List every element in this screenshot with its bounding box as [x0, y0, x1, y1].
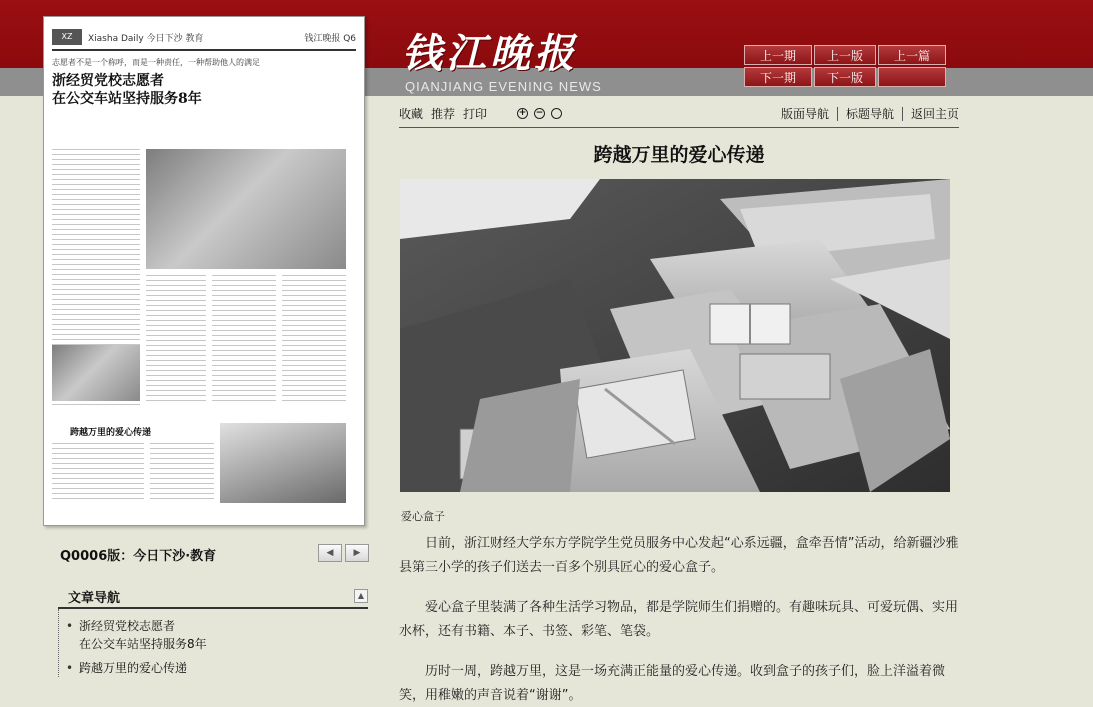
page-pager [318, 544, 369, 562]
newspaper-logo[interactable]: 钱江晚报 [402, 30, 578, 77]
thumbnail-headline-line1: 浙经贸党校志愿者 [52, 73, 164, 89]
thumbnail-headline-line2: 在公交车站坚持服务8年 [52, 91, 202, 107]
next-article-button-disabled [878, 67, 946, 87]
thumbnail-text-block [282, 275, 346, 405]
toc-item-line: 在公交车站坚持服务8年 [79, 637, 207, 651]
love-boxes-photo [400, 179, 950, 492]
thumbnail-subhead: 志愿者不是一个称呼，而是一种责任，一种帮助他人的满足 [52, 58, 260, 67]
triangle-left-icon[interactable]: ◀ [318, 544, 342, 562]
thumbnail-text-block [212, 275, 276, 405]
article-paragraph: 爱心盒子里装满了各种生活学习物品，都是学院师生们捐赠的。有趣味玩具、可爱玩偶、实用水杯，还有书籍、本子、书签、彩笔、笔袋。 [399, 600, 959, 639]
thumbnail-photo-boxes [220, 423, 346, 503]
layout-nav-link[interactable]: 版面导航 [780, 107, 829, 121]
thumbnail-masthead [52, 25, 356, 51]
thumbnail-text-block [52, 443, 144, 499]
recommend-link[interactable]: 推荐 [431, 107, 456, 121]
thumbnail-body [52, 113, 356, 513]
thumbnail-logo: XZ [52, 29, 82, 45]
issue-navigation [744, 45, 944, 87]
article-navigation [58, 585, 368, 683]
article-paragraph: 日前，浙江财经大学东方学院学生党员服务中心发起“心系远疆，盒牵吾情”活动，给新疆沙雅县第三小学的孩子们送去一百多个别具匠心的爱心盒子。 [399, 536, 959, 575]
thumbnail-headline-2[interactable]: 跨越万里的爱心传递 [70, 428, 152, 438]
photo-caption: 爱心盒子 [401, 510, 445, 523]
newspaper-logo-english: QIANJIANG EVENING NEWS [405, 79, 602, 94]
next-page-button[interactable]: 下一版 [814, 67, 876, 87]
prev-article-button[interactable]: 上一篇 [878, 45, 946, 65]
thumbnail-masthead-right: 钱江晚报 Q6 [304, 33, 356, 44]
article-paragraph: 历时一周，跨越万里，这是一场充满正能量的爱心传递。收到盒子的孩子们，脸上洋溢着微笑，用稚嫩的声音说着“谢谢”。 [399, 664, 946, 703]
title-nav-link[interactable]: 标题导航 [845, 107, 894, 121]
article-photo [400, 179, 950, 492]
toc-item-line: • 浙经贸党校志愿者 [79, 619, 176, 633]
zoom-out-icon[interactable]: − [535, 108, 544, 118]
thumbnail-text-block [146, 275, 206, 405]
article-toolbar [399, 100, 959, 128]
print-link[interactable]: 打印 [463, 107, 488, 121]
thumbnail-photo-volunteer [146, 149, 346, 269]
home-link[interactable]: 返回主页 [910, 107, 959, 121]
zoom-reset-icon[interactable] [551, 108, 562, 119]
collapse-icon[interactable]: ▲ [354, 589, 368, 603]
article-title: 跨越万里的爱心传递 [593, 144, 765, 166]
toc-item-volunteer[interactable] [59, 617, 368, 653]
zoom-controls [517, 108, 562, 119]
thumbnail-headline-1[interactable] [52, 72, 356, 108]
toolbar-right-links [781, 105, 959, 122]
divider [837, 107, 838, 121]
divider [902, 107, 903, 121]
toc-title: 文章导航 [68, 590, 121, 606]
page-thumbnail[interactable] [43, 16, 365, 526]
collect-link[interactable]: 收藏 [399, 107, 424, 121]
toc-item-love-box[interactable] [59, 659, 368, 677]
toc-item-line: • 跨越万里的爱心传递 [79, 661, 188, 675]
toc-header [58, 585, 368, 609]
prev-page-button[interactable]: 上一版 [814, 45, 876, 65]
thumbnail-text-block [150, 443, 214, 499]
zoom-in-icon[interactable]: + [518, 108, 527, 118]
thumbnail-masthead-left: Xiasha Daily 今日下沙 教育 [88, 33, 204, 44]
thumbnail-photo-small [52, 345, 140, 401]
page-label: Q0006版：今日下沙·教育 [60, 549, 217, 564]
toc-list [58, 609, 368, 677]
next-issue-button[interactable]: 下一期 [744, 67, 812, 87]
triangle-right-icon[interactable]: ▶ [345, 544, 369, 562]
prev-issue-button[interactable]: 上一期 [744, 45, 812, 65]
